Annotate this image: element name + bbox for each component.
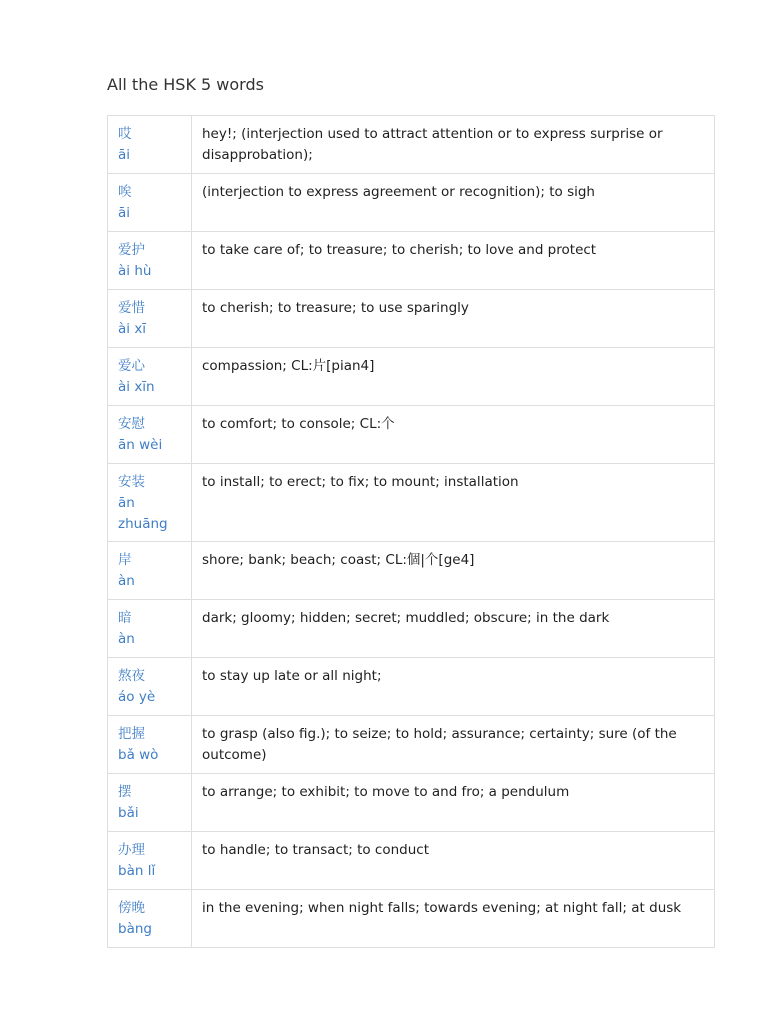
- definition-cell: dark; gloomy; hidden; secret; muddled; obscure; in the dark: [192, 600, 715, 658]
- definition-cell: to grasp (also fig.); to seize; to hold; assurance; certainty; sure (of the outcome): [192, 716, 715, 774]
- definition-cell: to handle; to transact; to conduct: [192, 832, 715, 890]
- vocab-table: [107, 115, 715, 948]
- word-cell: [108, 116, 192, 174]
- table-row: [108, 832, 715, 890]
- hanzi-text: 办理: [118, 842, 145, 858]
- word-cell: [108, 658, 192, 716]
- table-row: [108, 658, 715, 716]
- hanzi-text: 安装: [118, 474, 145, 490]
- definition-cell: shore; bank; beach; coast; CL:個|个[ge4]: [192, 542, 715, 600]
- word-cell: [108, 232, 192, 290]
- definition-cell: to cherish; to treasure; to use sparingly: [192, 290, 715, 348]
- hanzi-text: 傍晚: [118, 900, 145, 916]
- table-row: [108, 464, 715, 542]
- pinyin-text: bàn lǐ: [118, 863, 156, 879]
- word-cell: [108, 174, 192, 232]
- pinyin-text: ān wèi: [118, 437, 163, 453]
- table-row: [108, 232, 715, 290]
- pinyin-text: àn: [118, 573, 135, 589]
- hanzi-text: 爱护: [118, 242, 145, 258]
- definition-cell: to install; to erect; to fix; to mount; installation: [192, 464, 715, 542]
- table-row: [108, 600, 715, 658]
- table-row: [108, 116, 715, 174]
- definition-cell: (interjection to express agreement or recognition); to sigh: [192, 174, 715, 232]
- definition-cell: to stay up late or all night;: [192, 658, 715, 716]
- hanzi-text: 唉: [118, 184, 132, 200]
- pinyin-text: bǎ wò: [118, 747, 159, 763]
- word-cell: [108, 832, 192, 890]
- word-cell: [108, 348, 192, 406]
- definition-cell: to comfort; to console; CL:个: [192, 406, 715, 464]
- hanzi-text: 爱惜: [118, 300, 145, 316]
- word-cell: [108, 542, 192, 600]
- hanzi-text: 安慰: [118, 416, 145, 432]
- hanzi-text: 爱心: [118, 358, 145, 374]
- definition-cell: in the evening; when night falls; towards evening; at night fall; at dusk: [192, 890, 715, 948]
- hanzi-text: 熬夜: [118, 668, 145, 684]
- hanzi-text: 哎: [118, 126, 132, 142]
- pinyin-text: ài xīn: [118, 379, 155, 395]
- pinyin-text: ài hù: [118, 263, 152, 279]
- definition-cell: hey!; (interjection used to attract attention or to express surprise or disapprobation);: [192, 116, 715, 174]
- pinyin-text: áo yè: [118, 689, 156, 705]
- word-cell: [108, 406, 192, 464]
- page-title: All the HSK 5 words: [107, 75, 264, 94]
- table-row: [108, 542, 715, 600]
- table-row: [108, 290, 715, 348]
- word-cell: [108, 464, 192, 542]
- table-row: [108, 348, 715, 406]
- word-cell: [108, 890, 192, 948]
- pinyin-text: bàng: [118, 921, 152, 937]
- table-row: [108, 774, 715, 832]
- definition-cell: to take care of; to treasure; to cherish; to love and protect: [192, 232, 715, 290]
- table-row: [108, 716, 715, 774]
- pinyin-text: àn: [118, 631, 135, 647]
- definition-cell: to arrange; to exhibit; to move to and fro; a pendulum: [192, 774, 715, 832]
- table-row: [108, 174, 715, 232]
- table-row: [108, 406, 715, 464]
- hanzi-text: 摆: [118, 784, 132, 800]
- pinyin-text: ài xī: [118, 321, 147, 337]
- table-row: [108, 890, 715, 948]
- hanzi-text: 岸: [118, 552, 132, 568]
- hanzi-text: 暗: [118, 610, 132, 626]
- word-cell: [108, 290, 192, 348]
- pinyin-text: āi: [118, 205, 131, 221]
- pinyin-text: bǎi: [118, 805, 139, 821]
- pinyin-text: ān zhuāng: [118, 495, 168, 532]
- hanzi-text: 把握: [118, 726, 145, 742]
- definition-cell: compassion; CL:片[pian4]: [192, 348, 715, 406]
- pinyin-text: āi: [118, 147, 131, 163]
- word-cell: [108, 600, 192, 658]
- word-cell: [108, 774, 192, 832]
- word-cell: [108, 716, 192, 774]
